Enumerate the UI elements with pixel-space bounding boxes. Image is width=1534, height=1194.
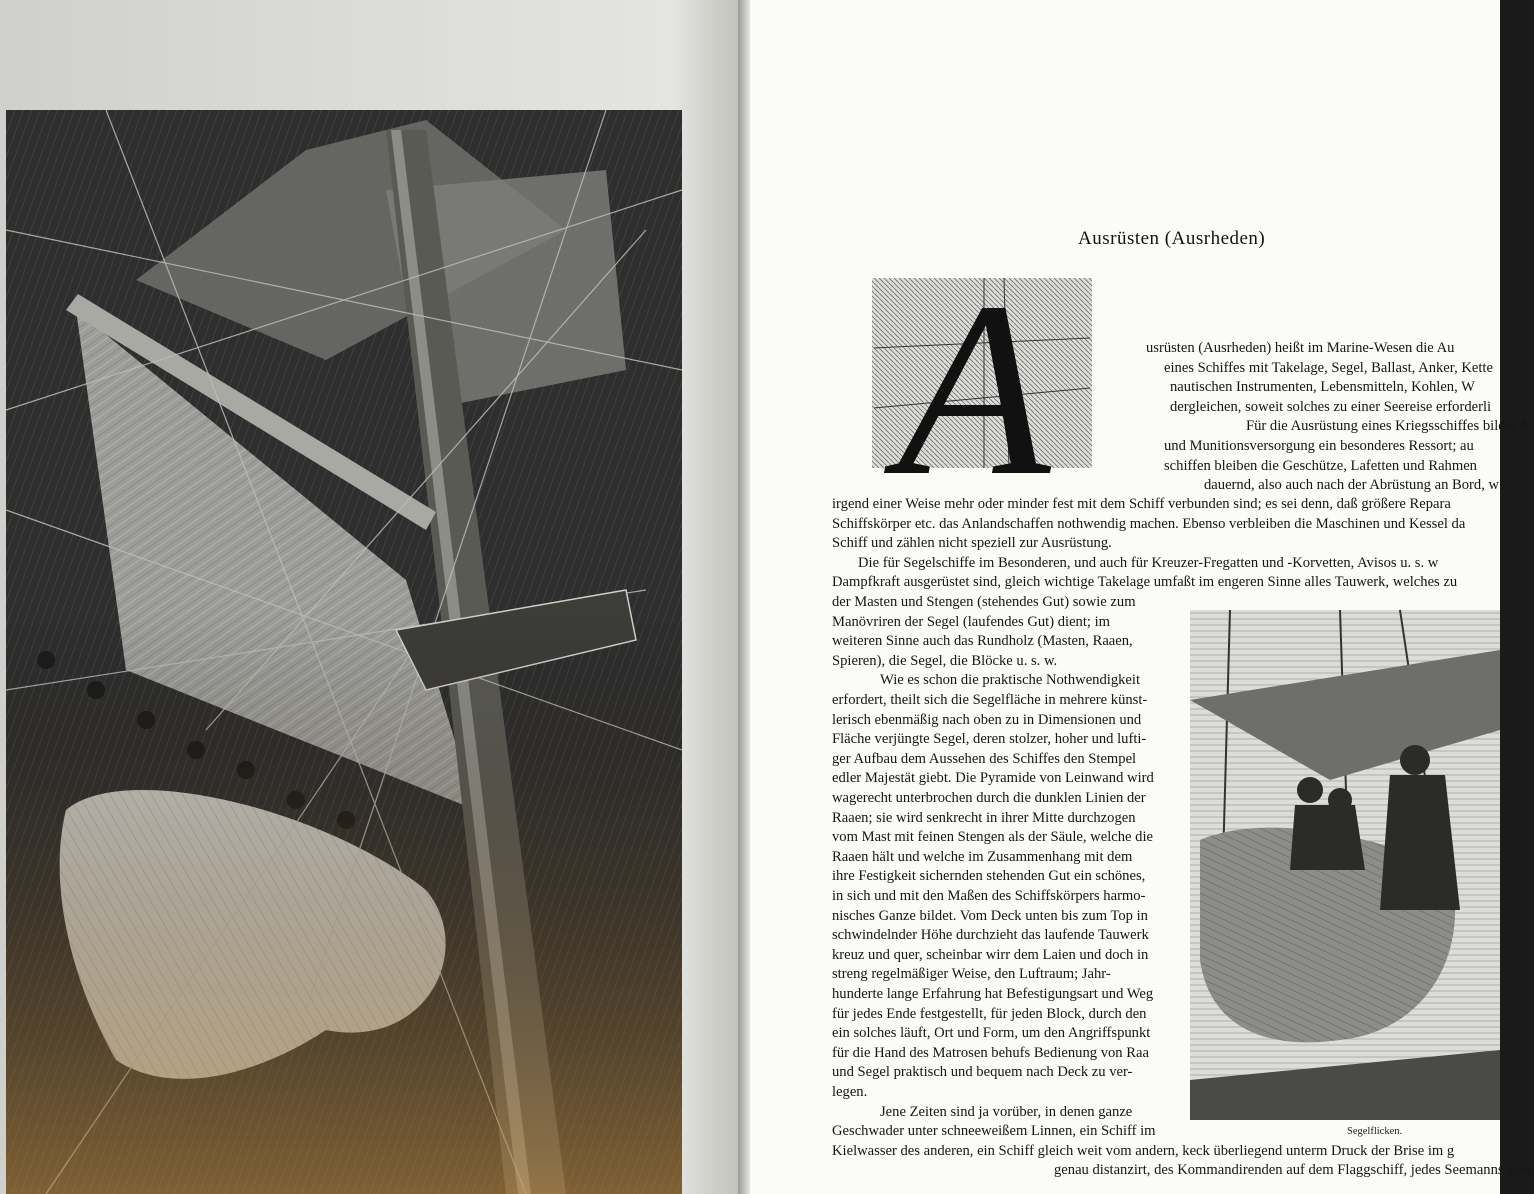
text-line: nisches Ganze bildet. Vom Deck unten bis zum Top in (832, 907, 1148, 924)
text-line: genau distanzirt, des Kommandirenden auf dem Flaggschiff, jedes Seemanns Freu (1054, 1162, 1534, 1179)
text-line: Raaen; sie wird senkrecht in ihrer Mitte durchzogen (832, 809, 1136, 826)
text-line: erfordert, theilt sich die Segelfläche in mehrere künst- (832, 692, 1148, 708)
figure-caption: Segelflicken. (1347, 1126, 1403, 1137)
text-line: ger Aufbau dem Aussehen des Schiffes den Stempel (832, 750, 1137, 767)
text-line: Spieren), die Segel, die Blöcke u. s. w. (832, 652, 1058, 669)
chapter-title: Ausrüsten (Ausrheden) (1078, 228, 1266, 249)
text-line: Für die Ausrüstung eines Kriegsschiffes bildet A (1246, 418, 1530, 435)
text-line: Dampfkraft ausgerüstet sind, gleich wichtige Takelage umfaßt im engeren Sinne alles Tauwerk, welches zu (832, 574, 1458, 591)
text-line: Schiffskörper etc. das Anlandschaffen nothwendig machen. Ebenso verbleiben die Maschinen und Kessel da (832, 515, 1466, 532)
text-line: in sich und mit den Maßen des Schiffskörpers harmo- (832, 888, 1146, 904)
segelflicken-illustration (1190, 610, 1500, 1120)
text-line: kreuz und quer, scheinbar wirr dem Laien und doch in (832, 946, 1149, 963)
text-line: wagerecht unterbrochen durch die dunklen Linien der (832, 790, 1146, 806)
text-line: Raaen hält und welche im Zusammenhang mit dem (832, 848, 1133, 865)
text-line: der Masten und Stengen (stehendes Gut) sowie zum (832, 594, 1136, 610)
text-line: Wie es schon die praktische Nothwendigkeit (880, 672, 1141, 689)
text-line: Die für Segelschiffe im Besonderen, und auch für Kreuzer-Fregatten und -Korvetten, Avisos u. s. w (858, 554, 1439, 571)
text-line: legen. (832, 1084, 868, 1100)
text-line: für die Hand des Matrosen behufs Bedienung von Raa (832, 1044, 1149, 1061)
text-line: schiffen bleiben die Geschütze, Lafetten und Rahmen (1164, 457, 1477, 474)
text-line: eines Schiffes mit Takelage, Segel, Ballast, Anker, Kette (1164, 359, 1493, 376)
text-line: usrüsten (Ausrheden) heißt im Marine-Wesen die Au (1146, 340, 1455, 356)
text-line: Jene Zeiten sind ja vorüber, in denen ganze (880, 1103, 1133, 1120)
text-line: ein solches läuft, Ort und Form, um den Angriffspunkt (832, 1025, 1151, 1042)
text-line: nautischen Instrumenten, Lebensmitteln, Kohlen, W (1170, 379, 1475, 396)
text-line: streng regelmäßiger Weise, den Luftraum; Jahr- (832, 966, 1111, 983)
text-line: hunderte lange Erfahrung hat Befestigungsart und Weg (832, 986, 1154, 1002)
text-line: schwindelnder Höhe durchzieht das laufende Tauwerk (832, 927, 1149, 944)
text-line: und Munitionsversorgung ein besonderes Ressort; au (1164, 438, 1474, 454)
text-line: dergleichen, soweit solches zu einer Seereise erforderli (1170, 398, 1492, 415)
text-line: für jedes Ende festgestellt, für jeden Block, durch den (832, 1005, 1147, 1022)
text-line: dauernd, also auch nach der Abrüstung an Bord, w (1204, 477, 1500, 494)
text-line: vom Mast mit feinen Stengen als der Säule, welche die (832, 829, 1153, 846)
text-line: weiteren Sinne auch das Rundholz (Masten, Raaen, (832, 633, 1133, 650)
text-line: Schiff und zählen nicht speziell zur Ausrüstung. (832, 535, 1112, 552)
left-page (0, 0, 748, 1194)
right-page (750, 0, 1534, 1194)
initial-letter: A (897, 251, 1051, 528)
text-line: Geschwader unter schneeweißem Linnen, ein Schiff im (832, 1123, 1156, 1140)
text-line: und Segel praktisch und bequem nach Deck zu ver- (832, 1064, 1133, 1081)
text-line: ihre Festigkeit sichernden stehenden Gut ein schönes, (832, 868, 1146, 885)
ship-engraving-illustration (6, 110, 682, 1194)
text-line: Manövriren der Segel (laufendes Gut) dient; im (832, 613, 1111, 630)
text-line: lerisch ebenmäßig nach oben zu in Dimensionen und (832, 711, 1142, 728)
text-line: edler Majestät giebt. Die Pyramide von Leinwand wird (832, 770, 1154, 787)
text-line: irgend einer Weise mehr oder minder fest mit dem Schiff verbunden sind; es sei denn, daß größere Repara (832, 496, 1451, 512)
text-line: Kielwasser des anderen, ein Schiff gleich weit vom andern, keck überliegend unterm Druck der Brise im g (832, 1142, 1455, 1159)
text-line: Fläche verjüngte Segel, deren stolzer, hoher und lufti- (832, 731, 1147, 748)
